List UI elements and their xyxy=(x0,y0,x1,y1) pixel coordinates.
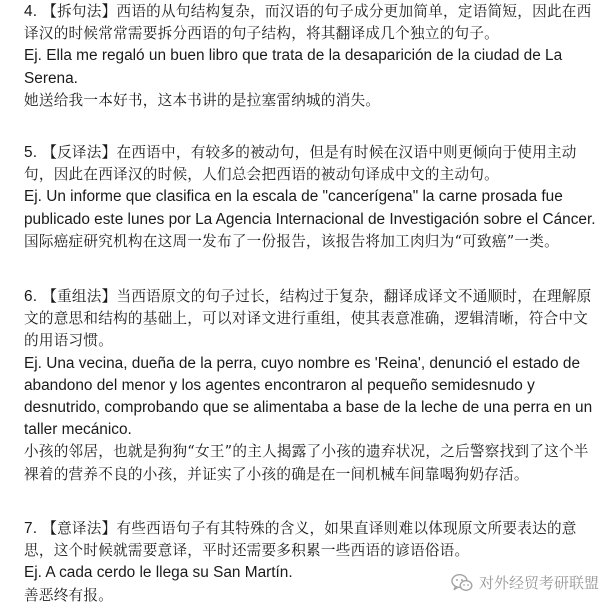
section-7-translation: 善恶终有报。 xyxy=(24,586,114,604)
section-4-term: 【拆句法】 xyxy=(42,3,117,20)
section-7-description: 有些西语句子有其特殊的含义，如果直译则难以体现原文所要表达的意思，这个时候就需要意译，平时还需要多积累一些西语的谚语俗语。 xyxy=(24,520,577,560)
section-5 xyxy=(24,142,597,253)
wechat-icon xyxy=(451,573,473,593)
section-6 xyxy=(24,286,597,486)
section-7-term: 【意译法】 xyxy=(42,520,117,537)
section-4-number: 4. xyxy=(24,3,38,20)
section-5-term: 【反译法】 xyxy=(42,144,117,161)
section-7-intro xyxy=(24,518,597,562)
section-5-intro xyxy=(24,142,597,186)
section-5-example: Ej. Un informe que clasifica en la escala de "cancerígena" la carne prosada fue publicado este lunes por La Agencia Internacional de Investigación sobre el Cáncer. xyxy=(24,188,596,228)
section-5-number: 5. xyxy=(24,144,38,161)
section-4-description: 西语的从句结构复杂，而汉语的句子成分更加简单，定语简短，因此在西译汉的时候常常需要拆分西语的句子结构，将其翻译成几个独立的句子。 xyxy=(24,3,592,43)
section-6-translation: 小孩的邻居，也就是狗狗“女王”的主人揭露了小孩的遗弃状况，之后警察找到了这个半裸着的营养不良的小孩，并证实了小孩的确是在一间机械车间靠喝狗奶存活。 xyxy=(24,443,589,483)
section-7-number: 7. xyxy=(24,520,38,537)
section-6-number: 6. xyxy=(24,288,38,305)
section-6-description: 当西语原文的句子过长，结构过于复杂，翻译成译文不通顺时，在理解原文的意思和结构的基础上，可以对译文进行重组，使其表意准确，逻辑清晰，符合中文的用语习惯。 xyxy=(24,288,592,350)
section-6-intro xyxy=(24,286,597,353)
section-7-example: Ej. A cada cerdo le llega su San Martín. xyxy=(24,564,293,582)
section-7 xyxy=(24,518,597,607)
section-5-translation: 国际癌症研究机构在这周一发布了一份报告，该报告将加工肉归为“可致癌”一类。 xyxy=(24,232,559,250)
section-4-intro xyxy=(24,1,597,45)
watermark-text: 对外经贸考研联盟 xyxy=(478,574,599,592)
section-4-translation: 她送给我一本好书，这本书讲的是拉塞雷纳城的消失。 xyxy=(24,91,381,109)
section-6-example: Ej. Una vecina, dueña de la perra, cuyo nombre es 'Reina', denunció el estado de abandono del menor y los agentes encontraron al pequeño semidesnudo y desnutrido, comprobando que se alimentaba a base de la leche de una perra en un taller mecánico. xyxy=(24,354,593,439)
section-6-term: 【重组法】 xyxy=(42,288,117,305)
section-4-example: Ej. Ella me regaló un buen libro que trata de la desaparición de la ciudad de La Serena. xyxy=(24,47,563,87)
section-4 xyxy=(24,1,597,112)
section-5-description: 在西语中，有较多的被动句，但是有时候在汉语中则更倾向于使用主动句，因此在西译汉的时候，人们总会把西语的被动句译成中文的主动句。 xyxy=(24,144,577,184)
watermark xyxy=(451,572,599,593)
